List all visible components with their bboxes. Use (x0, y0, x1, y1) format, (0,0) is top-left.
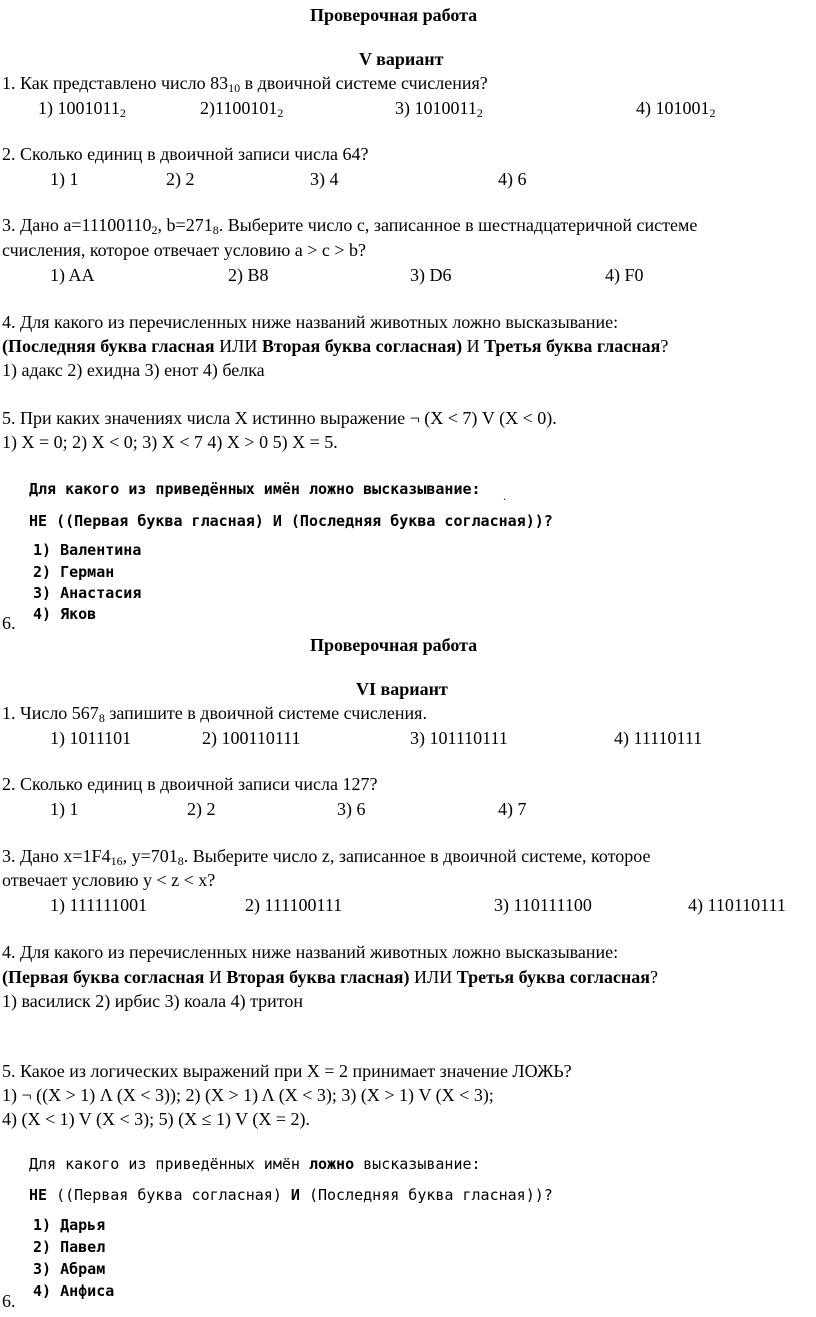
question-4: 4. Для какого из перечисленных ниже названий животных ложно высказывание: (2, 312, 619, 332)
answer-option: 2) 111100111 (245, 895, 343, 915)
answer-options: 1) адакс 2) ехидна 3) енот 4) белка (2, 360, 265, 380)
question-3: 3. Дано $x=1F4_{16}$, $y=701_8$. Выберите число z, записанное в двоичной системе, которое (2, 846, 651, 868)
question-3-cont: отвечает условию y < z < x? (2, 870, 216, 890)
question-6-line-1: Для какого из приведённых имён ложно высказывание: (29, 1155, 481, 1173)
answer-option: 3) 101110111 (410, 728, 508, 748)
answer-option: 4) Анфиса (33, 1282, 115, 1300)
answer-option: 1) Дарья (33, 1216, 106, 1234)
question-1: 1. Как представлено число $83_{10}$ в двоичной системе счисления? (2, 73, 488, 95)
answer-option: 4) $101001_2$ (636, 98, 716, 120)
answer-option: 1) AA (50, 265, 95, 285)
stray-dot: . (503, 489, 506, 503)
answer-option: 4) 7 (498, 799, 527, 819)
answer-option: 3) Анастасия (33, 584, 142, 602)
answer-option: 3) D6 (410, 265, 452, 285)
answer-option: 4) 6 (498, 169, 527, 189)
answer-option: 3) 110111100 (494, 895, 592, 915)
answer-option: 2) B8 (228, 265, 269, 285)
question-4-statement: (Последняя буква гласная ИЛИ Вторая буква согласная) И Третья буква гласная? (2, 336, 669, 356)
page-title: Проверочная работа (310, 5, 478, 25)
answer-option: 1) 1011101 (50, 728, 132, 748)
answer-option: 3) 4 (310, 169, 339, 189)
variant-heading: VI вариант (356, 679, 448, 699)
question-6-line-2: НЕ ((Первая буква согласная) И (Последняя буква гласная))? (29, 1186, 553, 1204)
answer-options: 1) василиск 2) ирбис 3) коала 4) тритон (2, 991, 304, 1011)
answer-option: $2)1100101_2$ (200, 98, 284, 120)
answer-options: 4) (X < 1) V (X < 3); 5) (X ≤ 1) V (X = 2). (2, 1109, 310, 1129)
answer-option: 2) 100110111 (202, 728, 301, 748)
answer-option: 2) Герман (33, 563, 115, 581)
answer-option: 1) 111111001 (50, 895, 148, 915)
answer-option: 4) 11110111 (614, 728, 703, 748)
question-5: 5. Какое из логических выражений при X = 2 принимает значение ЛОЖЬ? (2, 1061, 572, 1081)
question-6-number: 6. (2, 613, 16, 633)
answer-option: 2) Павел (33, 1238, 106, 1256)
question-4-statement: (Первая буква согласная И Вторая буква гласная) ИЛИ Третья буква согласная? (2, 967, 659, 987)
answer-options: 1) ¬ ((X > 1) Λ (X < 3)); 2) (X > 1) Λ (X < 3); 3) (X > 1) V (X < 3); (2, 1085, 494, 1105)
answer-option: 1) $1001011_2$ (38, 98, 126, 120)
question-6-line-2: НЕ ((Первая буква гласная) И (Последняя буква согласная))? (29, 512, 553, 530)
question-5: 5. При каких значениях числа X истинно выражение ¬ (X < 7) V (X < 0). (2, 408, 557, 428)
answer-option: 1) 1 (50, 799, 79, 819)
answer-option: 1) 1 (50, 169, 79, 189)
answer-option: 1) Валентина (33, 541, 142, 559)
answer-option: 4) Яков (33, 605, 97, 623)
question-6-line-1: Для какого из приведённых имён ложно высказывание: (29, 480, 481, 498)
answer-option: 4) 110110111 (688, 895, 786, 915)
answer-option: 3) $1010011_2$ (395, 98, 483, 120)
answer-options: 1) X = 0; 2) X < 0; 3) X < 7 4) X > 0 5) X = 5. (2, 432, 338, 452)
question-2: 2. Сколько единиц в двоичной записи числа 127? (2, 774, 378, 794)
page-title: Проверочная работа (310, 635, 478, 655)
answer-option: 2) 2 (187, 799, 216, 819)
question-2: 2. Сколько единиц в двоичной записи числа 64? (2, 144, 369, 164)
question-1: 1. Число $567_8$ запишите в двоичной системе счисления. (2, 703, 427, 725)
variant-heading: V вариант (359, 49, 444, 69)
question-3-cont: счисления, которое отвечает условию a > c > b? (2, 240, 367, 260)
question-3: 3. Дано $a=11100110_2$, $b=271_8$. Выберите число c, записанное в шестнадцатеричной системе (2, 215, 698, 237)
answer-option: 4) F0 (605, 265, 644, 285)
question-6-number: 6. (2, 1291, 16, 1311)
answer-option: 3) Абрам (33, 1260, 106, 1278)
answer-option: 3) 6 (337, 799, 366, 819)
answer-option: 2) 2 (166, 169, 195, 189)
question-4: 4. Для какого из перечисленных ниже названий животных ложно высказывание: (2, 942, 619, 962)
